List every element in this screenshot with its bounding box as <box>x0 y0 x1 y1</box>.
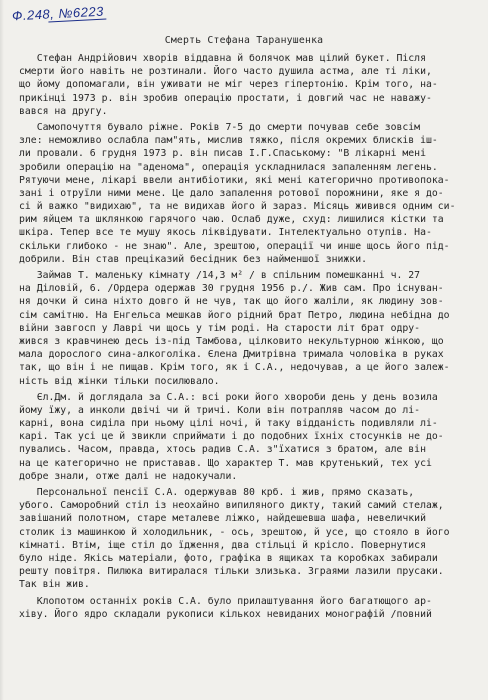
text-line: Клопотом останніх років С.А. було прилаштування його багатющого ар- <box>19 595 432 607</box>
text-line: мала дорослого сина-алкоголіка. Єлена Дмитрівна тримала чоловіка в руках <box>19 349 444 361</box>
paragraph <box>19 595 488 621</box>
document-title: Смерть Стефана Таранушенка <box>164 35 324 46</box>
text-line: вався на другу. <box>19 105 108 117</box>
text-line: убого. Саморобний стіл із неохайно випиляного дикту, такий самий стелаж, <box>19 500 444 512</box>
page-edge-shadow <box>0 0 4 700</box>
text-line: карні, вона сиділа при ньому цілі ночі, й таку відданість подивляли лі- <box>19 418 438 430</box>
text-line: скільки глибоко - не знаю". Але, зрештою, операції чи инше щось його під- <box>19 240 450 252</box>
text-line: зробили операцію на "аденома", операція ускладнилася запаленням легень. <box>19 161 438 173</box>
text-line: зле: неможливо ослабла пам"ять, мислив тяжко, після окремих блисків іш- <box>19 135 438 147</box>
paragraph <box>19 52 488 118</box>
text-line: Самопочуття бувало ріжне. Років 7-5 до смерти почував себе зовсім <box>19 121 421 133</box>
text-line: решту повітря. Пилюка витиралася тільки злизька. Зграями лазили прусаки. <box>19 566 444 578</box>
text-line: на Діловій, 6. /Ордера одержав 30 грудня 1956 р./. Жив сам. Про існуван- <box>19 283 444 295</box>
text-line: на це категорично не приставав. Що характер Т. мав крутенький, тех усі <box>19 457 432 469</box>
paragraph <box>19 391 488 483</box>
text-line: смерти його навіть не розтинали. Його часто душила астма, але ті ліки, <box>19 66 432 78</box>
text-line: Так він жив. <box>19 579 90 591</box>
text-line: карі. Так усі це й звикли сприймати і до подобних їхніх стосунків не до- <box>19 431 444 443</box>
text-line: ність від жінки тільки посилювало. <box>19 375 220 387</box>
text-line: йому їжу, а инколи двічі чи й тричі. Коли він потрапляв часом до лі- <box>19 404 421 416</box>
text-line: пувались. Часом, правда, хтось радив С.А. з"їхатися з братом, але він <box>19 444 426 456</box>
text-line: прикінці 1973 р. він зробив операцію простати, і довгий час не наважу- <box>19 92 432 104</box>
text-line: так, що він і не пищав. Крім того, як і С.А., недочував, а це його залеж- <box>19 362 450 374</box>
text-line: шкіра. Тепер все те мушу якось ліквідувати. Інтелектуально отупів. На- <box>19 227 432 239</box>
text-line: Рятуючи мене, лікарі ввели антибіотики, які мені категорично противопока- <box>19 174 450 186</box>
text-line: Єл.Дм. й доглядала за С.А.: всі роки його хвороби день у день возила <box>19 391 438 403</box>
text-line: ли провали. 6 грудня 1973 р. він писав І.Г.Спаському: "В лікарні мені <box>19 148 426 160</box>
text-line: жився з кравчинею десь із-під Тамбова, цілковито некультурною жінкою, що <box>19 335 444 347</box>
archive-reference-mark: Ф.248, №6223 <box>11 3 105 24</box>
text-line: Займав Т. маленьку кімнату /14,3 м² / в спільним помешканні ч. 27 <box>19 270 421 281</box>
text-line: добре знали, отже далі не надокучали. <box>19 470 238 482</box>
text-line: було ніде. Якісь матеріали, фото, графіка в ящиках та коробках забирали <box>19 552 438 564</box>
text-line: Персональної пенсії С.А. одержував 80 крб. і жив, прямо сказать, <box>19 487 415 498</box>
text-line: столик із машинкою й холодильник, - ось, зрештою, й усе, що стояло в його <box>19 526 450 538</box>
paragraph <box>19 486 488 592</box>
text-line: що йому допомагали, він уживати не міг через гіпертонію. Крім того, на- <box>19 79 438 91</box>
text-line: добрили. Він став преціказий бесідник без найменшої знижки. <box>19 253 367 265</box>
text-line: ня дочки й сина ніхто довго й не чув, так що його жаліли, як людину зов- <box>19 296 444 308</box>
text-line: сі й важко "видихаю", та не видихав його й зараз. Місяць живився одним си- <box>19 201 456 213</box>
text-line: зані і отруїли ними мене. Це дало запалення ротової порожнини, яке я до- <box>19 187 444 199</box>
text-line: Стефан Андрійович хворів віддавна й болячок мав цілий букет. Після <box>19 53 426 64</box>
text-line: сім самітню. На Енгельса мешкав його рідний брат Петро, людина небідна до <box>19 309 450 321</box>
paragraph <box>19 121 488 266</box>
text-line: війни завгосп у Лаврі чи щось у тім роді. На старости літ брат одру- <box>19 322 421 334</box>
text-line: завішаний полотном, старе металеве ліжко, найдешевша шафа, невеличкий <box>19 513 426 525</box>
paragraph <box>19 269 488 388</box>
text-line: хіву. Його ядро складали рукописи кількох невиданих монографій /повний <box>19 608 432 620</box>
text-line: кімнаті. Втім, іще стіл до їдження, два стільці й крісло. Повернутися <box>19 539 426 551</box>
document-body <box>19 52 488 621</box>
text-line: рим яйцем та шклянкою гарячого чаю. Ослаб дуже, схуд: лишилися кістки та <box>19 214 444 226</box>
